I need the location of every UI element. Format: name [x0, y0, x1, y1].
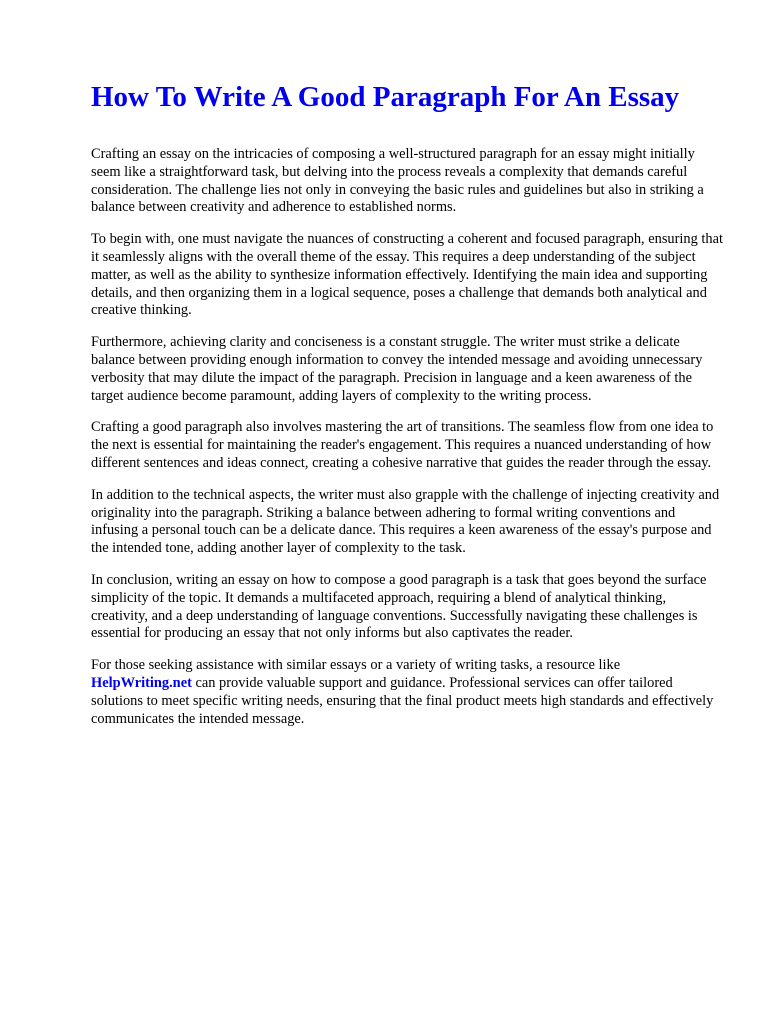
paragraph-structure: To begin with, one must navigate the nuances of constructing a coherent and focused paragraph, ensuring that it seamlessly aligns with the overall theme of the essay. This requires a deep understanding of the subject matter, as well as the ability to synthesize information effectively. Identifying the main idea and supporting details, and then organizing them in a logical sequence, poses a challenge that demands both analytical and creative thinking. [91, 231, 723, 319]
helpwriting-link[interactable]: HelpWriting.net [91, 674, 192, 691]
page-title: How To Write A Good Paragraph For An Essay [91, 81, 680, 113]
closing-text-before-link: For those seeking assistance with similar essays or a variety of writing tasks, a resource like [91, 657, 621, 674]
closing-text-after-link: can provide valuable support and guidance. Professional services can offer tailored solutions to meet specific writing needs, ensuring that the final product meets high standards and effectively communicates the intended message. [91, 674, 714, 727]
paragraph-closing [91, 657, 723, 728]
paragraph-transitions: Crafting a good paragraph also involves mastering the art of transitions. The seamless flow from one idea to the next is essential for maintaining the reader's engagement. This requires a nuanced understanding of how different sentences and ideas connect, creating a cohesive narrative that guides the reader through the essay. [91, 419, 714, 471]
paragraph-conclusion: In conclusion, writing an essay on how to compose a good paragraph is a task that goes beyond the surface simplicity of the topic. It demands a multifaceted approach, requiring a blend of analytical thinking, creativity, and a deep understanding of language conventions. Successfully navigating these challenges is essential for producing an essay that not only informs but also captivates the reader. [91, 571, 707, 642]
paragraph-clarity: Furthermore, achieving clarity and conciseness is a constant struggle. The writer must strike a delicate balance between providing enough information to convey the intended message and avoiding unnecessary verbosity that may dilute the impact of the paragraph. Precision in language and a keen awareness of the target audience become paramount, adding layers of complexity to the writing process. [91, 334, 703, 404]
paragraph-creativity: In addition to the technical aspects, the writer must also grapple with the challenge of injecting creativity and originality into the paragraph. Striking a balance between adhering to formal writing conventions and infusing a personal touch can be a delicate dance. This requires a keen awareness of the essay's purpose and the intended tone, adding another layer of complexity to the task. [91, 486, 720, 557]
paragraph-intro: Crafting an essay on the intricacies of composing a well-structured paragraph for an essay might initially seem like a straightforward task, but delving into the process reveals a complexity that demands careful consideration. The challenge lies not only in conveying the basic rules and guidelines but also in striking a balance between creativity and adherence to established norms. [91, 146, 704, 216]
